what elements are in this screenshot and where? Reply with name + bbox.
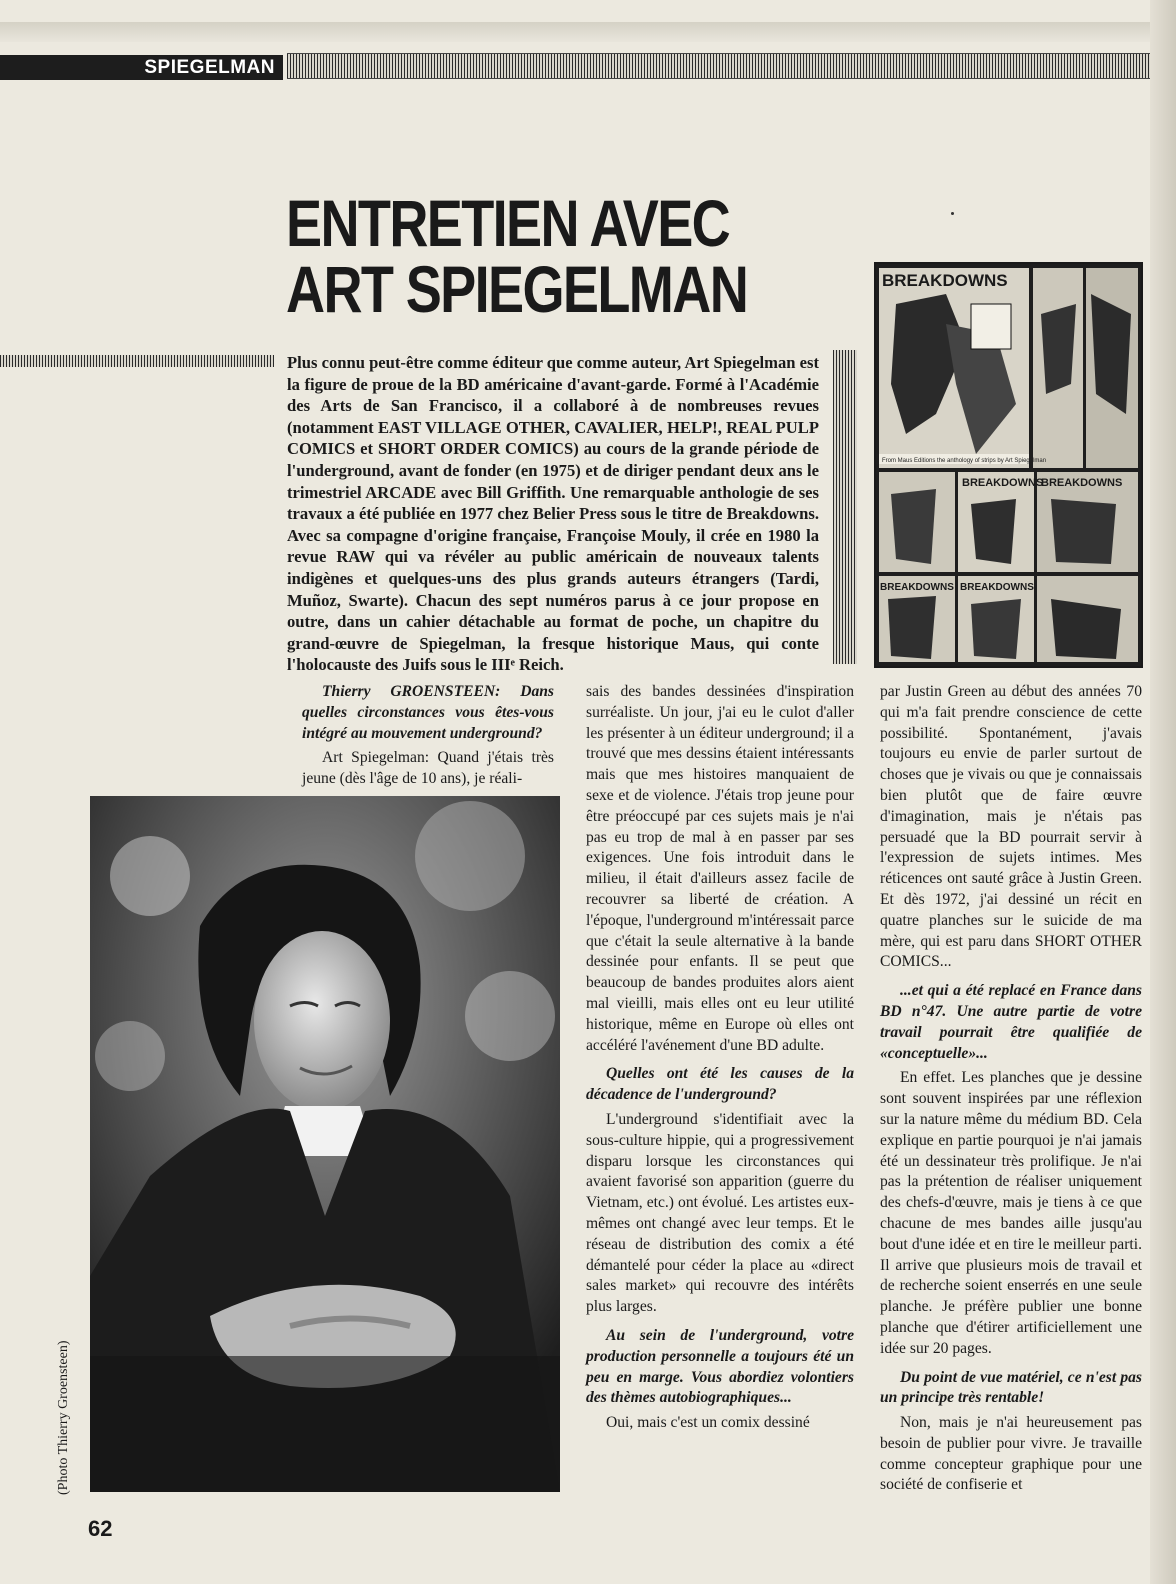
page-number: 62	[88, 1516, 113, 1541]
answer-4: En effet. Les planches que je dessine sont souvent inspirées par une réflexion sur la nature même du médium BD. Cela explique en partie pourquoi je n'ai jamais été un dessinateur très prolifique. Je n'ai pas la prétention de réaliser uniquement des chefs-d'œuvre, mais je tiens à ce que chacune de mes bandes aille jusqu'au bout d'une idée et en tire le meilleur parti. Il arrive que plusieurs mois de travail et de recherche soient enserrés en une seule planche. Je préfère publier une bonne planche que d'étirer artificiellement une idée sur 20 pages.	[880, 1069, 1142, 1357]
answer-2: L'underground s'identifiait avec la sous-culture hippie, qui a progressivement disparu lorsque les circonstances qui avaient favorisé son apparition (guerre du Vietnam, etc.) ont évolué. Les artistes eux-mêmes ont changé avec leur temps. Et le réseau de distribution des comix a été démantelé pour céder la place au «direct sales market» qui recouvre des intérêts plus larges.	[586, 1110, 854, 1316]
print-speck	[951, 212, 954, 215]
title-line-1: ENTRETIEN AVEC	[286, 186, 730, 260]
comic-title-bottom: BREAKDOWNS	[880, 582, 954, 593]
question-1: Thierry GROENSTEEN: Dans quelles circonstances vous êtes-vous intégré au mouvement underground?	[302, 683, 554, 742]
photo-credit: (Photo Thierry Groensteen)	[56, 1340, 71, 1495]
question-5: Du point de vue matériel, ce n'est pas un principe très rentable!	[880, 1368, 1142, 1407]
section-label: SPIEGELMAN	[144, 57, 275, 78]
answer-1-cont: sais des bandes dessinées d'inspiration surréaliste. Un jour, j'ai eu le culot d'aller les présenter à un éditeur underground; il a trouvé que mes dessins étaient intéressants mais que mes histoires manquaient de sexe et de violence. J'étais trop jeune pour être préoccupé par ces sujets mais je n'ai pas eu trop de mal à en passer par ses exigences. Une fois introduit dans le milieu, il était d'ailleurs assez facile de recouvrer sa liberté de création. A l'époque, l'underground m'intéressait parce que c'était la seule alternative à la bande dessinée pour enfants. Il se peut que beaucoup de bandes produites alors aient mal vieilli, mais elles ont eu leur utilité historique, même en Europe où elles ont accéléré l'avénement d'une BD adulte.	[586, 683, 854, 1054]
comic-caption: From Maus Editions the anthology of strips by Art Spiegelman	[882, 458, 1047, 464]
column-2	[586, 682, 854, 1438]
comic-title-bottom-2: BREAKDOWNS	[960, 582, 1034, 593]
answer-5-start: Non, mais je n'ai heureusement pas besoin de publier pour vivre. Je travaille comme concepteur graphique pour une société de confiserie et	[880, 1414, 1142, 1494]
column-3	[880, 682, 1142, 1500]
page-edge-shadow	[1150, 0, 1176, 1584]
header-stripe	[287, 53, 1150, 79]
column-1	[302, 682, 554, 794]
intro-paragraph: Plus connu peut-être comme éditeur que comme auteur, Art Spiegelman est la figure de proue de la BD américaine d'avant-garde. Formé à l'Académie des Arts de San Francisco, il a collaboré à de nombreuses revues (notamment EAST VILLAGE OTHER, CAVALIER, HELP!, REAL PULP COMICS et SHORT ORDER COMICS) au cours de la grande période de l'underground, avant de fonder (en 1975) et de diriger pendant deux ans le trimestriel ARCADE avec Bill Griffith. Une remarquable anthologie de ses travaux a été publiée en 1977 chez Belier Press sous le titre de Breakdowns. Avec sa compagne d'origine française, Françoise Mouly, il crée en 1980 la revue RAW qui va révéler au public américain de nouveaux talents indigènes et quelques-uns des plus grands auteurs étrangers (Tardi, Muñoz, Swarte). Chacun des sept numéros parus à ce jour propose en outre, dans un cahier détachable au format de poche, un chapitre du grand-œuvre de Spiegelman, la fresque historique Maus, qui conte l'holocauste des Juifs sous le IIIᵉ Reich.	[287, 353, 820, 675]
intro-stripe-right	[833, 350, 857, 664]
page-top-shadow	[0, 22, 1176, 42]
intro-stripe-left	[0, 355, 274, 367]
answer-3-cont: par Justin Green au début des années 70 qui m'a fait prendre conscience de cette possibilité. Spontanément, j'avais toujours eu envie de parler surtout de choses que je vivais ou que je connaissais bien plutôt que de faire œuvre d'imagination, mais je n'étais pas persuadé que la BD pourrait servir à l'expression de sujets intimes. Mes réticences ont sauté grâce à Justin Green. Et dès 1972, j'ai dessiné un récit en quatre planches sur le suicide de ma mère, qui est paru dans SHORT OTHER COMICS...	[880, 683, 1142, 971]
comic-title-mid-2: BREAKDOWNS	[1041, 477, 1123, 489]
question-2: Quelles ont été les causes de la décadence de l'underground?	[586, 1065, 854, 1104]
question-4: ...et qui a été replacé en France dans BD n°47. Une autre partie de votre travail pourrait être qualifiée de «conceptuelle»...	[880, 982, 1142, 1062]
portrait-photo	[90, 796, 560, 1492]
article-title	[286, 186, 748, 326]
breakdowns-comic-image	[874, 262, 1143, 668]
comic-title-mid: BREAKDOWNS	[962, 477, 1044, 489]
answer-3-start: Oui, mais c'est un comix dessiné	[606, 1414, 810, 1432]
title-line-2: ART SPIEGELMAN	[286, 252, 748, 326]
comic-title-top: BREAKDOWNS	[882, 271, 1008, 290]
answer-1-start: Art Spiegelman: Quand j'étais très jeune (dès l'âge de 10 ans), je réali-	[302, 749, 554, 788]
question-3: Au sein de l'underground, votre production personnelle a toujours été un peu en marge. Vous abordiez volontiers des thèmes autobiographiques...	[586, 1326, 854, 1407]
